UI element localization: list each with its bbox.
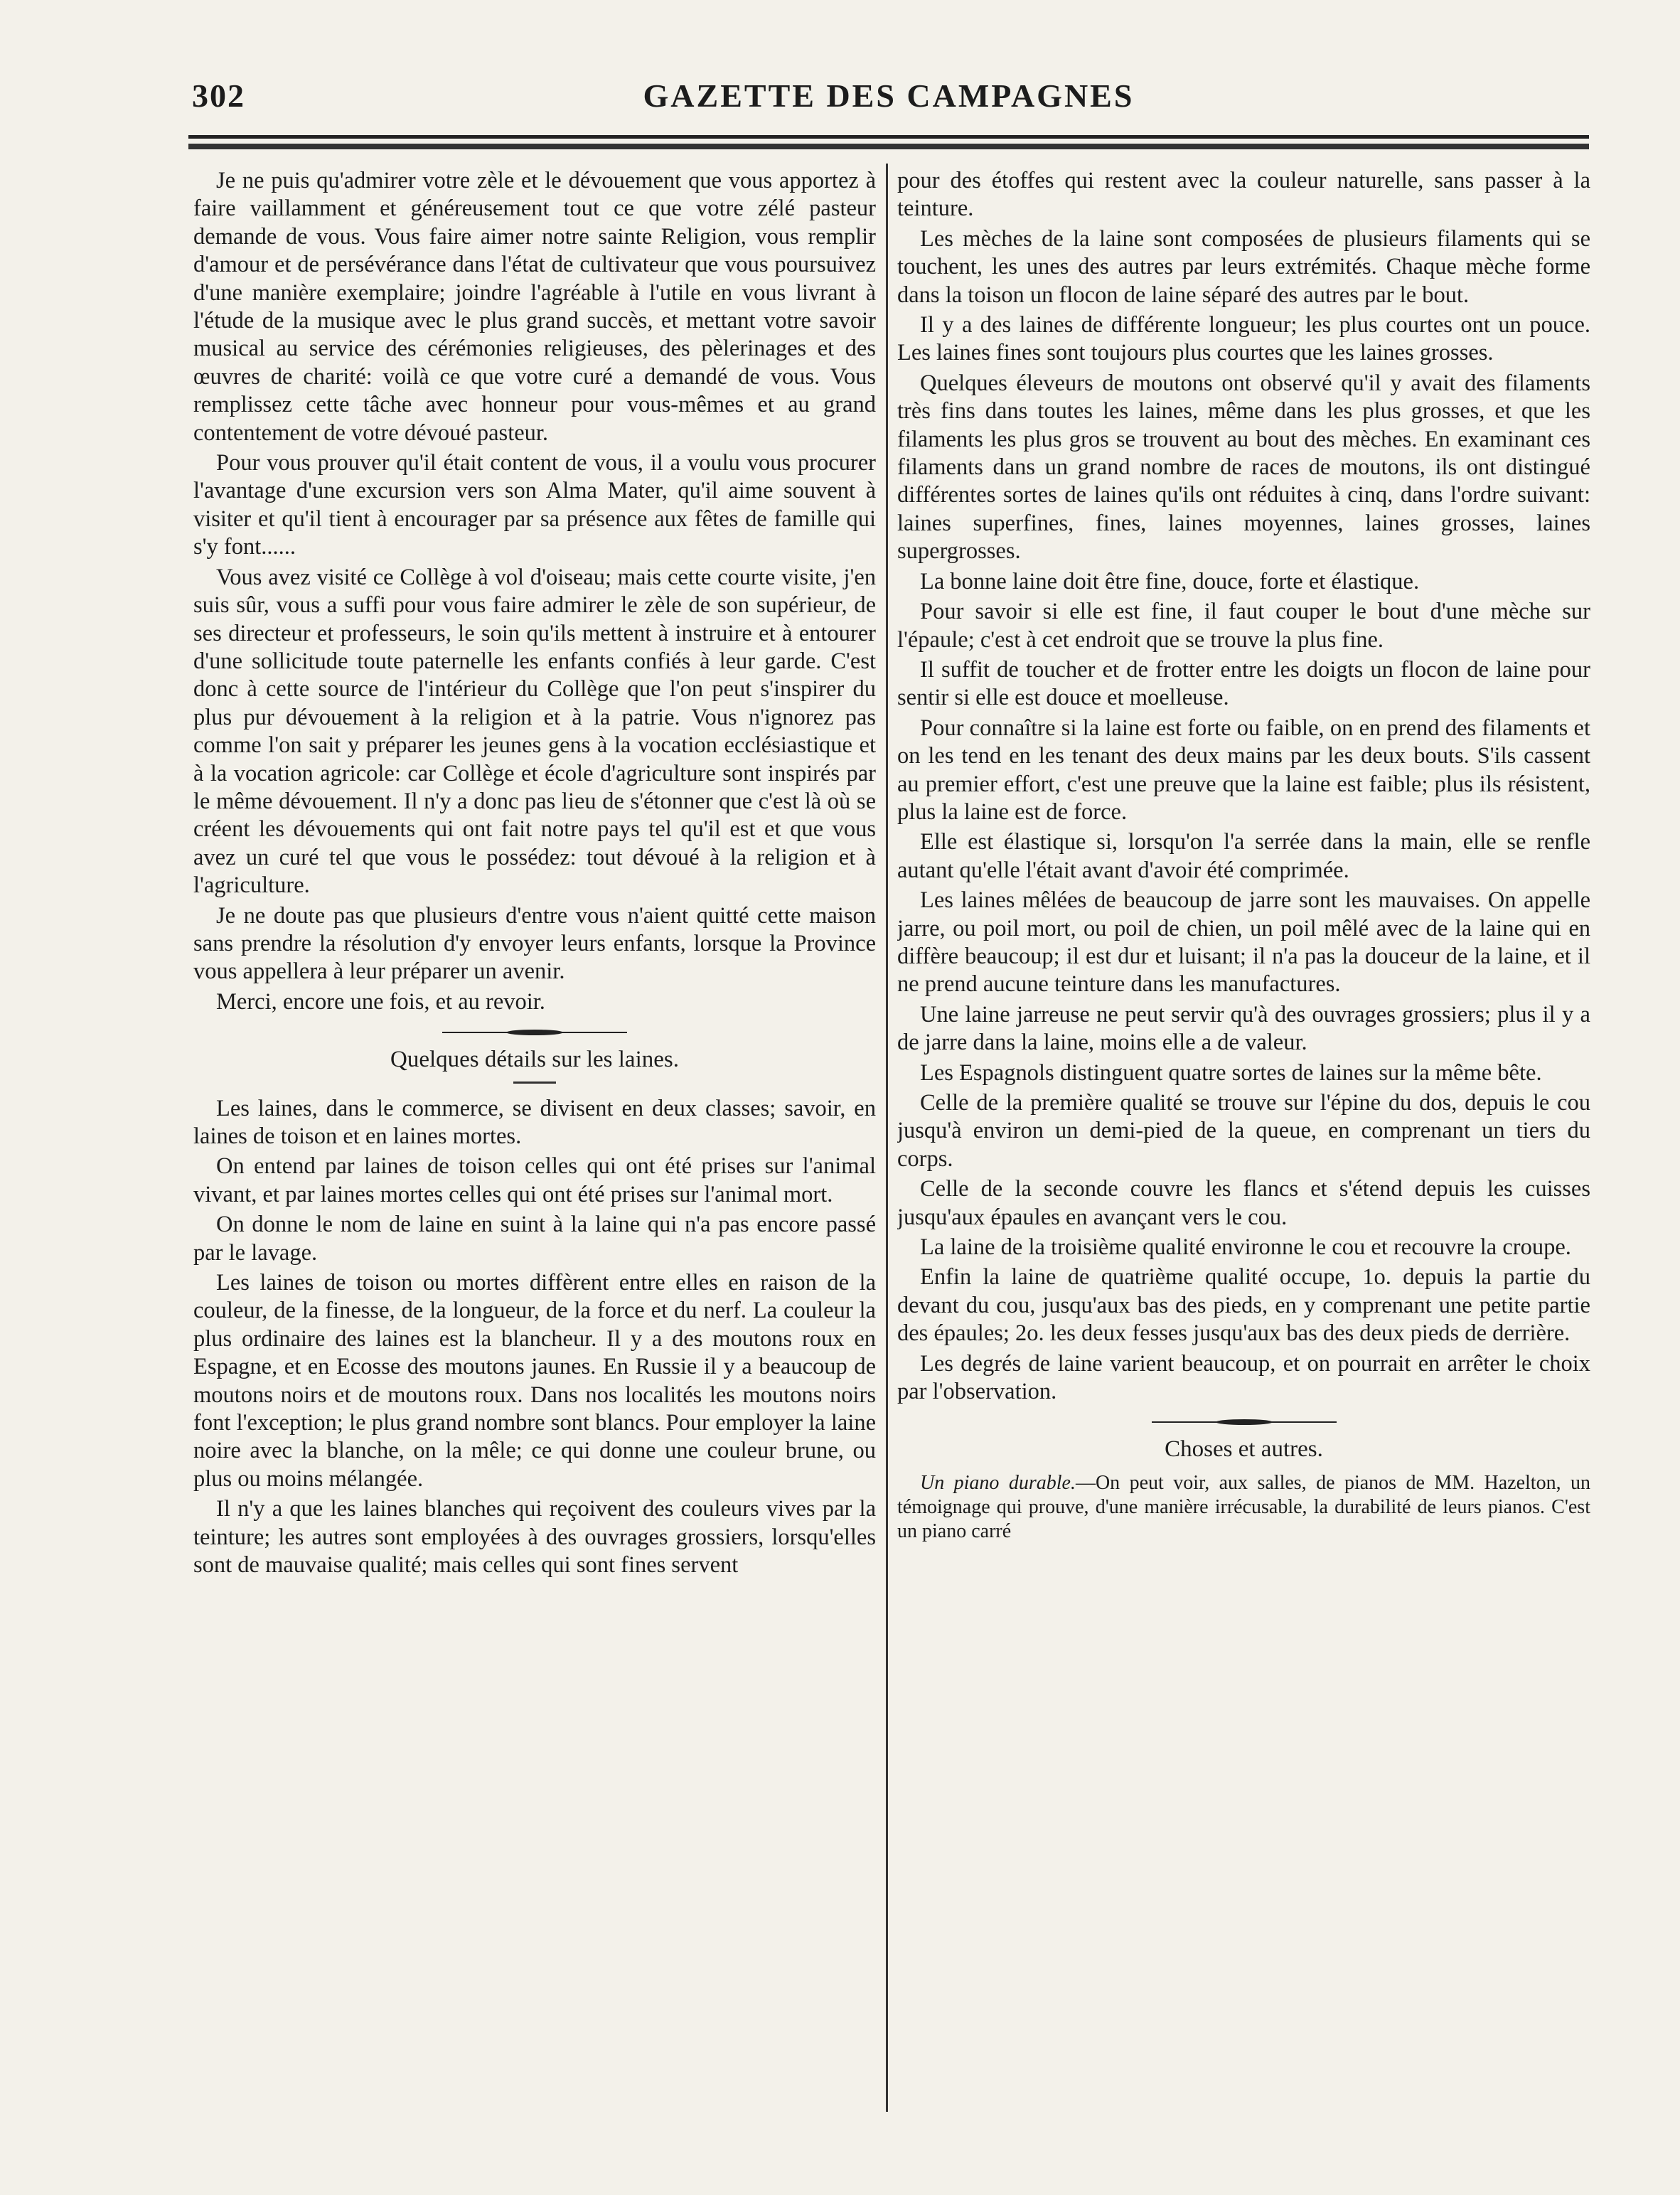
- paragraph: Enfin la laine de quatrième qualité occupe, 1o. depuis la partie du devant du cou, jusqu'aux bas des pieds, en y comprenant une petite partie des épaules; 2o. les deux fesses jusqu'aux bas des deux pieds de derrière.: [897, 1264, 1590, 1347]
- paragraph: On entend par laines de toison celles qui ont été prises sur l'animal vivant, et par laines mortes celles qui ont été prises sur l'animal mort.: [193, 1153, 876, 1207]
- paragraph: pour des étoffes qui restent avec la couleur naturelle, sans passer à la teinture.: [897, 168, 1590, 222]
- paragraph: Pour connaître si la laine est forte ou faible, on en prend des filaments et on les tend en les tenant des deux mains par les deux bouts. S'ils cassent au premier effort, c'est une preuve que la laine est faible; plus ils résistent, plus la laine est de force.: [897, 715, 1590, 825]
- paragraph: Il n'y a que les laines blanches qui reçoivent des couleurs vives par la teinture; les autres sont employées à des ouvrages grossiers, lorsqu'elles sont de mauvaise qualité; mais celles qui sont fines servent: [193, 1496, 876, 1579]
- paragraph: Les laines de toison ou mortes diffèrent entre elles en raison de la couleur, de la finesse, de la longueur, de la force et du nerf. La couleur la plus ordinaire des laines est la blancheur. Il y a des moutons roux en Espagne, et en Ecosse des moutons jaunes. En Russie il y a beaucoup de moutons noirs et de moutons roux. Dans nos localités les moutons noirs font l'exception; le plus grand nombre sont blancs. Pour employer la laine noire avec la blanche, on la mêle; ce qui donne une couleur brune, ou plus ou moins mélangée.: [193, 1270, 876, 1492]
- paragraph: Une laine jarreuse ne peut servir qu'à des ouvrages grossiers; plus il y a de jarre dans la laine, moins elle a de valeur.: [897, 1001, 1590, 1056]
- header-rule: [188, 135, 1589, 139]
- paragraph: Pour savoir si elle est fine, il faut couper le bout d'une mèche sur l'épaule; c'est à cet endroit que se trouve la plus fine.: [897, 599, 1590, 653]
- section-rule: [513, 1082, 556, 1084]
- paragraph: Celle de la première qualité se trouve sur l'épine du dos, depuis le cou jusqu'à environ un demi-pied de la queue, en comprenant un tiers du corps.: [897, 1090, 1590, 1172]
- paragraph: Les Espagnols distinguent quatre sortes de laines sur la même bête.: [920, 1059, 1542, 1086]
- paragraph: Je ne puis qu'admirer votre zèle et le dévouement que vous apportez à faire vaillamment et généreusement tout ce que votre zélé pasteur demande de vous. Vous faire aimer notre sainte Religion, vous remplir d'amour et de persévérance dans l'état de cultivateur que vous poursuivez d'une manière exemplaire; joindre l'agréable à l'utile en vous livrant à l'étude de la musique avec le plus grand succès, et mettant votre savoir musical au service des cérémonies religieuses, des pèlerinages et des œuvres de charité: voilà ce que votre curé a demandé de vous. Vous remplissez cette tâche avec honneur pour vous-mêmes et au grand contentement de votre dévoué pasteur.: [193, 168, 876, 446]
- paragraph: Il suffit de toucher et de frotter entre les doigts un flocon de laine pour sentir si elle est douce et moelleuse.: [897, 656, 1590, 711]
- paragraph: Il y a des laines de différente longueur; les plus courtes ont un pouce. Les laines fines sont toujours plus courtes que les laines grosses.: [897, 312, 1590, 366]
- right-column: [897, 167, 1590, 2130]
- notes-section: [897, 1471, 1590, 1544]
- note-paragraph: [897, 1471, 1590, 1544]
- paragraph: Les mèches de la laine sont composées de plusieurs filaments qui se touchent, les unes des autres par leurs extrémités. Chaque mèche forme dans la toison un flocon de laine séparé des autres par le bout.: [897, 225, 1590, 308]
- paragraph: Je ne doute pas que plusieurs d'entre vous n'aient quitté cette maison sans prendre la résolution d'y envoyer leurs enfants, lorsque la Province vous appellera à leur préparer un avenir.: [193, 902, 876, 985]
- section-title-choses: Choses et autres.: [1165, 1436, 1323, 1463]
- section-ornament: [1152, 1419, 1337, 1426]
- paragraph: La laine de la troisième qualité environne le cou et recouvre la croupe.: [920, 1234, 1571, 1261]
- header-rule-thick: [188, 144, 1589, 149]
- paragraph: Les laines mêlées de beaucoup de jarre sont les mauvaises. On appelle jarre, ou poil mort, ou poil de chien, un poil mêlé avec de la laine qui en diffère beaucoup; il est dur et luisant; il n'a pas la douceur de la laine, et il ne prend aucune teinture dans les manufactures.: [897, 887, 1590, 998]
- paragraph: Merci, encore une fois, et au revoir.: [216, 988, 545, 1015]
- paragraph: Les laines, dans le commerce, se divisent en deux classes; savoir, en laines de toison et en laines mortes.: [193, 1095, 876, 1149]
- page-header: [192, 77, 1585, 127]
- paragraph: Celle de la seconde couvre les flancs et s'étend depuis les cuisses jusqu'aux épaules en avançant vers le cou.: [897, 1176, 1590, 1230]
- masthead-title: GAZETTE DES CAMPAGNES: [643, 78, 1135, 114]
- column-divider: [886, 164, 888, 2112]
- paragraph: La bonne laine doit être fine, douce, forte et élastique.: [920, 568, 1420, 594]
- left-column: [193, 167, 876, 2130]
- page-number: 302: [192, 78, 245, 114]
- note-lead: Un piano durable.: [920, 1471, 1076, 1494]
- paragraph: Elle est élastique si, lorsqu'on l'a serrée dans la main, elle se renfle autant qu'elle l'était avant d'avoir été comprimée.: [897, 829, 1590, 883]
- paragraph: Les degrés de laine varient beaucoup, et on pourrait en arrêter le choix par l'observation.: [897, 1350, 1590, 1405]
- paragraph: Quelques éleveurs de moutons ont observé qu'il y avait des filaments très fins dans toutes les laines, même dans les plus grosses, et que les filaments les plus gros se trouvent au bout des mèches. En examinant ces filaments dans un grand nombre de races de moutons, ils ont distingué différentes sortes de laines qu'ils ont réduites à cinq, dans l'ordre suivant: laines superfines, fines, laines moyennes, laines grosses, laines supergrosses.: [897, 370, 1590, 565]
- paragraph: Vous avez visité ce Collège à vol d'oiseau; mais cette courte visite, j'en suis sûr, vous a suffi pour vous faire admirer le zèle de son supérieur, de ses directeur et professeurs, le soin qu'ils mettent à instruire et à entourer d'une sollicitude toute paternelle les enfants confiés à leur garde. C'est donc à cette source de l'intérieur du Collège que l'on peut s'inspirer du plus pur dévouement à la religion et à la patrie. Vous n'ignorez pas comme l'on sait y préparer les jeunes gens à la vocation ecclésiastique et à la vocation agricole: car Collège et école d'agriculture sont inspirés par le même dévouement. Il n'y a donc pas lieu de s'étonner que c'est là où se créent les dévouements qui ont fait notre pays tel qu'il est et que vous avez un curé tel que vous le possédez: tout dévoué à la religion et à l'agriculture.: [193, 564, 876, 899]
- note-text: —On peut voir, aux salles, de pianos de MM. Hazelton, un témoignage qui prouve, d'une manière irrécusable, la durabilité de leurs pianos. C'est un piano carré: [897, 1471, 1590, 1542]
- paragraph: Pour vous prouver qu'il était content de vous, il a voulu vous procurer l'avantage d'une excursion vers son Alma Mater, qu'il aime souvent à visiter et qu'il tient à encourager par sa présence aux fêtes de famille qui s'y font......: [193, 450, 876, 560]
- paragraph: On donne le nom de laine en suint à la laine qui n'a pas encore passé par le lavage.: [193, 1212, 876, 1266]
- section-ornament: [442, 1029, 627, 1036]
- section-title-laines: Quelques détails sur les laines.: [390, 1047, 679, 1073]
